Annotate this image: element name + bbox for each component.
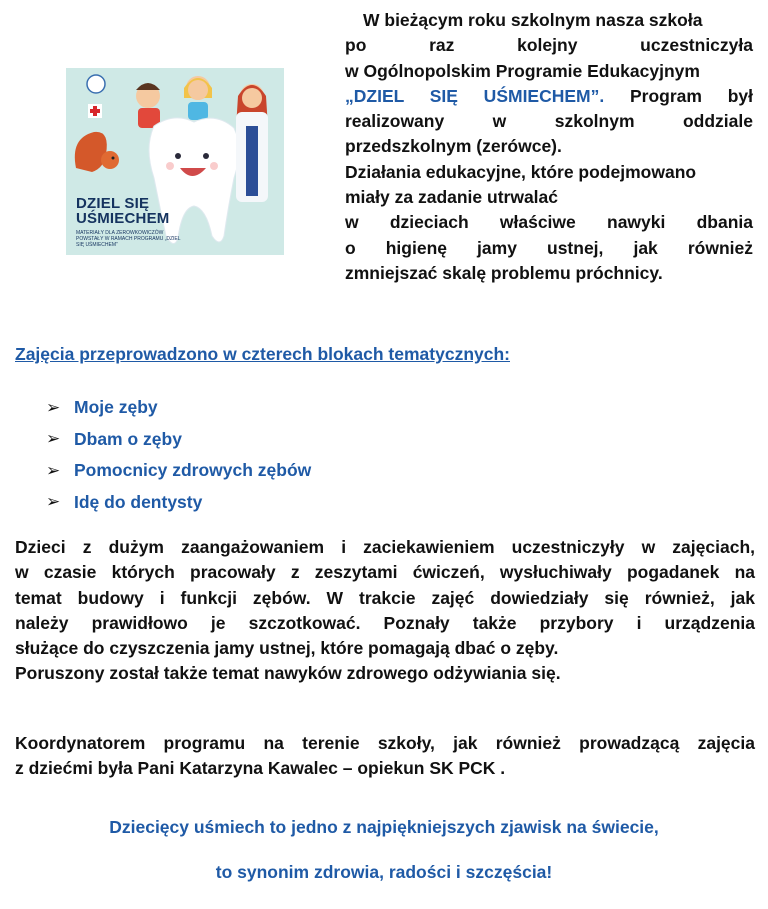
body-line: należy prawidłowo je szczotkować. Poznały także przybory i urządzenia bbox=[15, 612, 755, 633]
coordinator-line: z dziećmi była Pani Katarzyna Kawalec – opiekun SK PCK . bbox=[15, 758, 506, 779]
body-line: temat budowy i funkcji zębów. W trakcie zajęć dowiedziały się również, jak bbox=[15, 587, 755, 608]
intro-line: o higienę jamy ustnej, jak również bbox=[345, 237, 753, 258]
intro-line: w Ogólnopolskim Programie Edukacyjnym bbox=[345, 60, 700, 81]
coordinator-line: Koordynatorem programu na terenie szkoły, jak również prowadzącą zajęcia bbox=[15, 733, 755, 753]
topic-label: Dbam o zęby bbox=[74, 428, 182, 449]
body-line: służące do czyszczenia jamy ustnej, które pomagają dbać o zęby. bbox=[15, 638, 559, 659]
topic-label: Pomocnicy zdrowych zębów bbox=[74, 460, 312, 481]
closing-line: Dziecięcy uśmiech to jedno z najpiękniejszych zjawisk na świecie, bbox=[109, 817, 659, 837]
poster-title bbox=[76, 196, 176, 226]
body-paragraph bbox=[15, 535, 755, 687]
intro-line: realizowany w szkolnym oddziale bbox=[345, 111, 753, 132]
program-logo-icon bbox=[87, 75, 105, 93]
body-line: Dzieci z dużym zaangażowaniem i zaciekawieniem uczestniczyły w zajęciach, bbox=[15, 537, 755, 557]
intro-line: po raz kolejny uczestniczyła bbox=[345, 35, 753, 56]
section-heading: Zajęcia przeprowadzono w czterech blokach tematycznych: bbox=[15, 344, 510, 364]
intro-line: przedszkolnym (zerówce). bbox=[345, 136, 562, 157]
topic-list-item bbox=[46, 392, 311, 424]
intro-line: miały za zadanie utrwalać bbox=[345, 187, 559, 208]
program-name: „DZIEL SIĘ UŚMIECHEM”. bbox=[345, 85, 605, 106]
topic-list-item bbox=[46, 487, 311, 519]
topic-list bbox=[46, 392, 311, 518]
intro-paragraph bbox=[345, 8, 753, 286]
arrow-bullet-icon: ➢ bbox=[46, 492, 61, 512]
intro-line-program bbox=[345, 84, 753, 109]
arrow-bullet-icon: ➢ bbox=[46, 460, 61, 480]
arrow-bullet-icon: ➢ bbox=[46, 429, 61, 449]
coordinator-paragraph bbox=[15, 731, 755, 782]
body-line: Poruszony został także temat nawyków zdrowego odżywiania się. bbox=[15, 663, 561, 684]
topic-list-item bbox=[46, 455, 311, 487]
intro-line: zmniejszać skalę problemu próchnicy. bbox=[345, 262, 663, 283]
arrow-bullet-icon: ➢ bbox=[46, 397, 61, 417]
topic-label: Moje zęby bbox=[74, 397, 158, 418]
intro-line: W bieżącym roku szkolnym nasza szkoła bbox=[363, 10, 703, 30]
topic-label: Idę do dentysty bbox=[74, 491, 203, 512]
intro-line: w dzieciach właściwe nawyki dbania bbox=[345, 212, 753, 233]
topic-list-item bbox=[46, 424, 311, 456]
poster-title-line: UŚMIECHEM bbox=[76, 210, 170, 227]
closing-line: to synonim zdrowia, radości i szczęścia! bbox=[215, 862, 553, 882]
intro-line: Działania edukacyjne, które podejmowano bbox=[345, 161, 697, 182]
intro-line-rest: Program był bbox=[604, 85, 753, 106]
poster-subtitle: MATERIAŁY DLA ZEROWKOWICZÓW POWSTAŁY W RAMACH PROGRAMU „DZIEL SIĘ UŚMIECHEM” bbox=[76, 230, 181, 248]
poster-title-line: DZIEL SIĘ bbox=[76, 195, 150, 212]
body-line: w czasie których pracowały z zeszytami ćwiczeń, wysłuchiwały pogadanek na bbox=[15, 562, 755, 583]
program-poster-image bbox=[66, 68, 284, 255]
